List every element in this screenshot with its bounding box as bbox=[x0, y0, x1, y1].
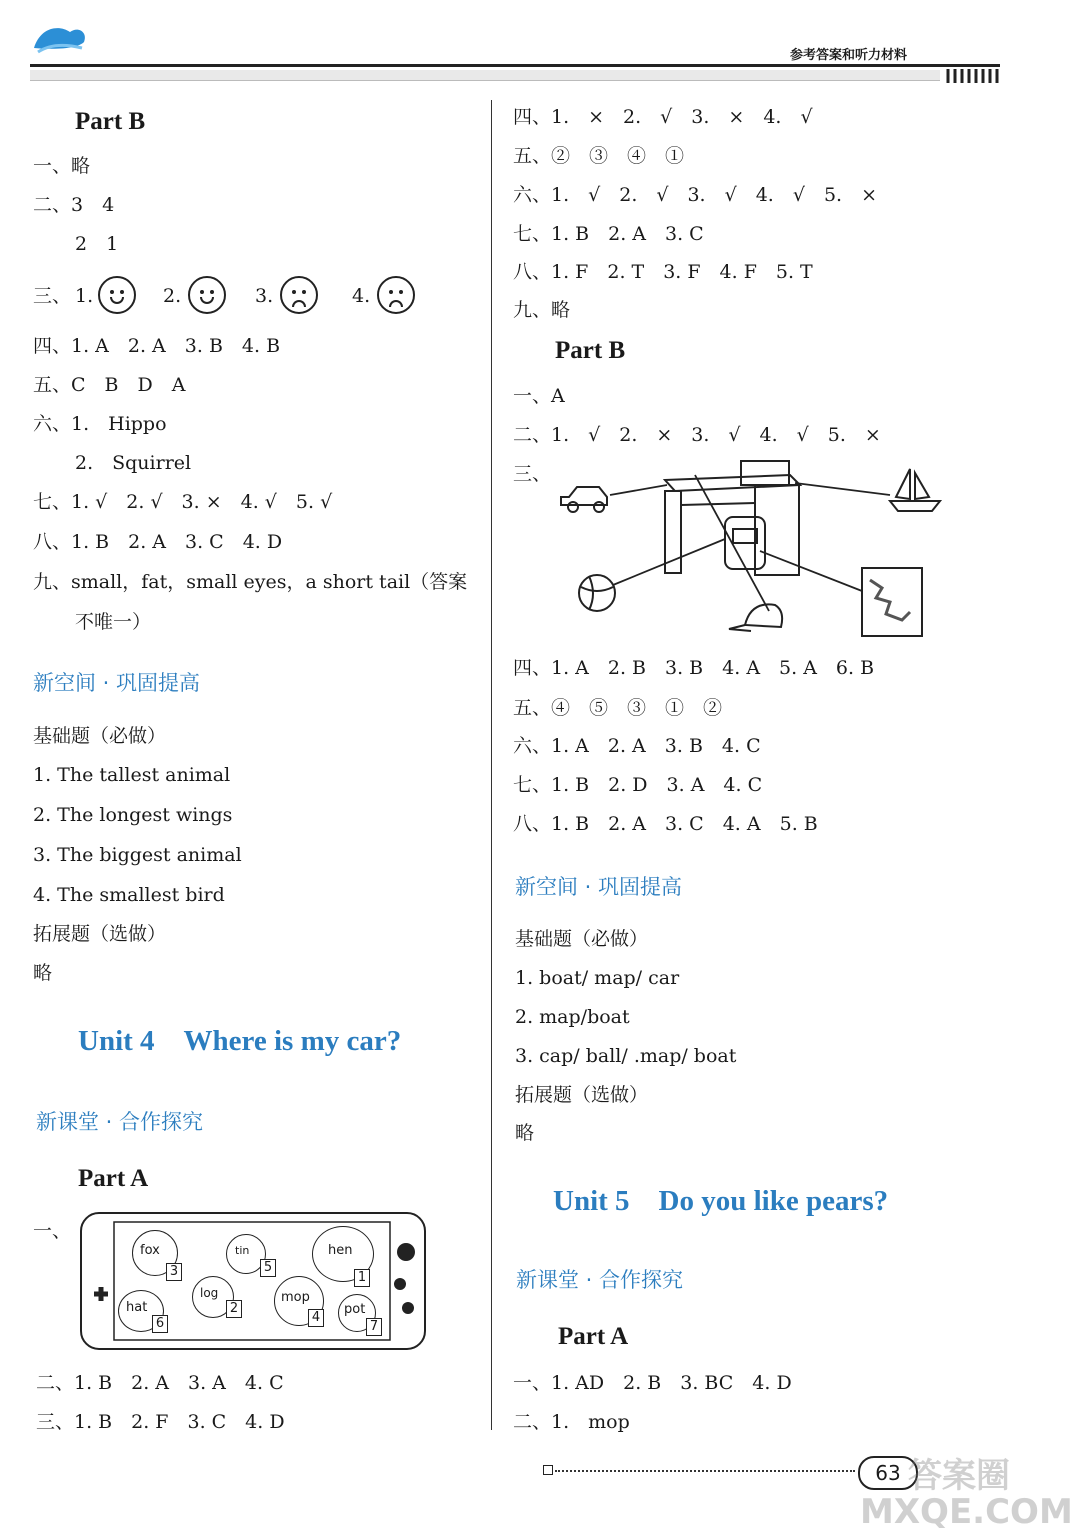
left-partB-q1: 一、略 bbox=[33, 155, 91, 177]
right-q7: 七、1. B 2. A 3. C bbox=[513, 223, 704, 245]
unit4-partA-heading: Part A bbox=[78, 1165, 149, 1192]
left-partB-q2b: 2 1 bbox=[75, 233, 119, 255]
unit4-q2: 二、1. B 2. A 3. A 4. C bbox=[36, 1372, 284, 1394]
logo bbox=[30, 18, 90, 60]
left-partB-q2a: 二、3 4 bbox=[33, 194, 115, 216]
q3-item-1: 1. bbox=[75, 285, 94, 307]
header-ticks bbox=[945, 68, 1001, 87]
left-basic-item: 3. The biggest animal bbox=[33, 844, 242, 866]
right-partB-q7: 七、1. B 2. D 3. A 4. C bbox=[513, 774, 763, 796]
right-basic-label: 基础题（必做） bbox=[515, 928, 649, 950]
car-icon bbox=[561, 487, 607, 512]
watermark: 答案圈 MXQE.COM bbox=[860, 1456, 1073, 1532]
bubble-word: hat bbox=[126, 1300, 148, 1315]
header-title: 参考答案和听力材料 bbox=[790, 48, 908, 63]
right-section-xinkongjian: 新空间 · 巩固提高 bbox=[515, 875, 683, 899]
q3-item-3: 3. bbox=[255, 285, 274, 307]
right-q6: 六、1. √ 2. √ 3. √ 4. √ 5. × bbox=[513, 184, 877, 206]
right-partB-q5: 五、④ ⑤ ③ ① ② bbox=[513, 697, 723, 719]
footer-square-icon bbox=[543, 1465, 553, 1475]
right-partB-q3-prefix: 三、 bbox=[513, 463, 552, 485]
left-basic-label: 基础题（必做） bbox=[33, 725, 167, 747]
right-partB-q2: 二、1. √ 2. × 3. √ 4. √ 5. × bbox=[513, 424, 881, 446]
unit5-q1: 一、1. AD 2. B 3. BC 4. D bbox=[513, 1372, 792, 1394]
logo-icon bbox=[30, 18, 90, 60]
right-q9: 九、略 bbox=[513, 299, 571, 321]
matching-picture bbox=[555, 455, 950, 645]
unit4-section: 新课堂 · 合作探究 bbox=[36, 1110, 204, 1134]
unit4-title: Unit 4 Where is my car? bbox=[78, 1025, 402, 1057]
sad-face-icon bbox=[377, 276, 415, 314]
left-extend-answer: 略 bbox=[33, 962, 53, 984]
bubble-word: pot bbox=[344, 1302, 366, 1317]
header-rule bbox=[30, 64, 1000, 67]
bubble-word: hen bbox=[328, 1243, 353, 1258]
left-partB-q9a: 九、small，fat，small eyes，a short tail（答案 bbox=[33, 571, 468, 593]
left-extend-label: 拓展题（选做） bbox=[33, 923, 167, 945]
header-band bbox=[30, 70, 940, 81]
left-basic-item: 2. The longest wings bbox=[33, 804, 233, 826]
left-section-xinkongjian: 新空间 · 巩固提高 bbox=[33, 671, 201, 695]
right-partB-q4: 四、1. A 2. B 3. B 4. A 5. A 6. B bbox=[513, 657, 875, 679]
map-icon bbox=[862, 568, 922, 636]
bubble-number: 6 bbox=[152, 1315, 168, 1333]
left-partB-q7: 七、1. √ 2. √ 3. × 4. √ 5. √ bbox=[33, 491, 333, 513]
bubble-word: log bbox=[200, 1286, 219, 1300]
right-basic-item: 2. map/boat bbox=[515, 1006, 630, 1028]
bubble-word: tin bbox=[235, 1244, 250, 1257]
left-partB-q3-prefix: 三、 bbox=[33, 285, 72, 307]
bubble-number: 2 bbox=[226, 1300, 242, 1318]
left-partB-q6a: 六、1. Hippo bbox=[33, 413, 167, 435]
left-partB-q5: 五、C B D A bbox=[33, 374, 186, 396]
cap-icon bbox=[729, 604, 782, 631]
left-partB-heading: Part B bbox=[75, 108, 146, 135]
bubble-number: 4 bbox=[308, 1309, 324, 1327]
column-divider bbox=[491, 100, 492, 1430]
footer-dotted-line bbox=[555, 1470, 855, 1472]
right-partB-q6: 六、1. A 2. A 3. B 4. C bbox=[513, 735, 761, 757]
smile-face-icon bbox=[188, 276, 226, 314]
left-basic-item: 1. The tallest animal bbox=[33, 764, 231, 786]
unit4-q1-prefix: 一、 bbox=[33, 1220, 72, 1242]
unit5-section: 新课堂 · 合作探究 bbox=[516, 1268, 684, 1292]
q3-item-4: 4. bbox=[352, 285, 371, 307]
left-partB-q8: 八、1. B 2. A 3. C 4. D bbox=[33, 531, 283, 553]
right-basic-item: 1. boat/ map/ car bbox=[515, 967, 680, 989]
left-basic-item: 4. The smallest bird bbox=[33, 884, 225, 906]
bubble-number: 1 bbox=[354, 1269, 370, 1287]
boat-icon bbox=[890, 469, 940, 511]
smile-face-icon bbox=[98, 276, 136, 314]
right-q5: 五、② ③ ④ ① bbox=[513, 145, 685, 167]
sad-face-icon bbox=[280, 276, 318, 314]
unit5-title: Unit 5 Do you like pears? bbox=[553, 1185, 889, 1217]
bubble-word: mop bbox=[281, 1290, 310, 1305]
bubble-number: 5 bbox=[260, 1259, 276, 1277]
bubble-word: fox bbox=[140, 1243, 160, 1258]
unit4-q3: 三、1. B 2. F 3. C 4. D bbox=[36, 1411, 285, 1433]
right-basic-item: 3. cap/ ball/ .map/ boat bbox=[515, 1045, 737, 1067]
ball-icon bbox=[579, 575, 615, 611]
right-partB-heading: Part B bbox=[555, 337, 626, 364]
right-q4: 四、1. × 2. √ 3. × 4. √ bbox=[513, 106, 813, 128]
unit5-partA-heading: Part A bbox=[558, 1323, 629, 1350]
bubble-number: 3 bbox=[166, 1263, 182, 1281]
left-partB-q4: 四、1. A 2. A 3. B 4. B bbox=[33, 335, 281, 357]
right-extend-answer: 略 bbox=[515, 1122, 535, 1144]
left-partB-q9b: 不唯一） bbox=[75, 611, 152, 633]
unit5-q2: 二、1. mop bbox=[513, 1411, 630, 1433]
q3-item-2: 2. bbox=[163, 285, 182, 307]
right-extend-label: 拓展题（选做） bbox=[515, 1084, 649, 1106]
right-q8: 八、1. F 2. T 3. F 4. F 5. T bbox=[513, 261, 813, 283]
right-partB-q8: 八、1. B 2. A 3. C 4. A 5. B bbox=[513, 813, 818, 835]
page-number-badge: 63 bbox=[858, 1456, 918, 1490]
bubble-number: 7 bbox=[366, 1318, 382, 1336]
left-partB-q6b: 2. Squirrel bbox=[75, 452, 192, 474]
right-partB-q1: 一、A bbox=[513, 385, 565, 407]
